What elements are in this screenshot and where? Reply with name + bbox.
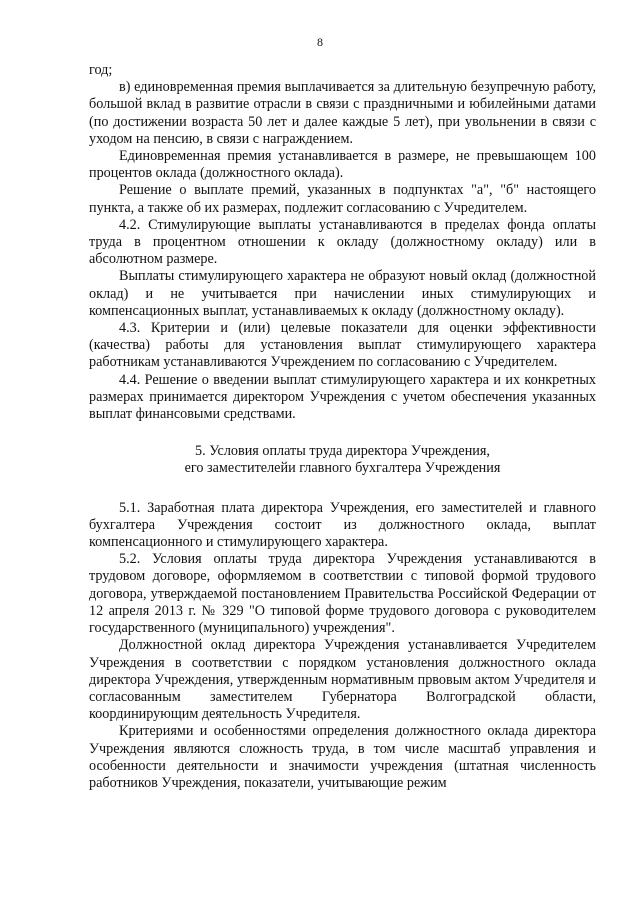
paragraph: Решение о выплате премий, указанных в подпунктах "а", "б" настоящего пункта, а также об их размерах, подлежит согласованию с Учредителем. [89, 182, 596, 216]
paragraph: 5.2. Условия оплаты труда директора Учреждения устанавливаются в трудовом договоре, оформляемом в соответствии с типовой формой трудового договора, утверждаемой постановлением Правительства Российской Федерации от 12 апреля 2013 г. № 329 "О типовой форме трудового договора с руководителем государственного (муниципального) учреждения". [89, 551, 596, 637]
paragraph: в) единовременная премия выплачивается за длительную безупречную работу, большой вклад в развитие отрасли в связи с праздничными и юбилейными датами (по достижении возраста 50 лет и далее каждые 5 лет), при увольнении в связи с уходом на пенсию, в связи с награждением. [89, 79, 596, 147]
paragraph: Единовременная премия устанавливается в размере, не превышающем 100 процентов оклада (должностного оклада). [89, 148, 596, 182]
paragraph: год; [89, 62, 113, 78]
section-heading [89, 443, 596, 477]
document-body [89, 62, 596, 792]
paragraph: Критериями и особенностями определения должностного оклада директора Учреждения являются сложность труда, в том числе масштаб управления и особенности деятельности и значимости учреждения (штатная численность работников Учреждения, показатели, учитывающие режим [89, 723, 596, 791]
paragraph: Выплаты стимулирующего характера не образуют новый оклад (должностной оклад) и не учитывается при начислении иных стимулирующих и компенсационных выплат, устанавливаемых к окладу (должностному окладу). [89, 268, 596, 319]
section-heading-line: его заместителейи главного бухгалтера Учреждения [184, 460, 501, 477]
paragraph: Должностной оклад директора Учреждения устанавливается Учредителем Учреждения в соответствии с порядком установления должностного оклада директора Учреждения, утвержденным нормативным првовым актом Учредителя и согласованным заместителем Губернатора Волгоградской области, координирующим деятельность Учредителя. [89, 637, 596, 723]
paragraph: 5.1. Заработная плата директора Учреждения, его заместителей и главного бухгалтера Учреждения состоит из должностного оклада, выплат компенсационного и стимулирующего характера. [89, 499, 596, 551]
margin-scan-mark [629, 120, 637, 160]
paragraph: 4.2. Стимулирующие выплаты устанавливаются в пределах фонда оплаты труда в процентном отношении к окладу (должностному окладу) или в абсолютном размере. [89, 216, 596, 268]
paragraph: 4.3. Критерии и (или) целевые показатели для оценки эффективности (качества) работы для установления выплат стимулирующего характера работникам устанавливаются Учреждением по согласованию с Учредителем. [89, 320, 596, 371]
section-heading-line: 5. Условия оплаты труда директора Учреждения, [195, 443, 490, 460]
page-number: 8 [317, 35, 323, 49]
paragraph: 4.4. Решение о введении выплат стимулирующего характера и их конкретных размерах принимается директором Учреждения с учетом обеспечения указанных выплат финансовыми средствами. [89, 371, 596, 423]
